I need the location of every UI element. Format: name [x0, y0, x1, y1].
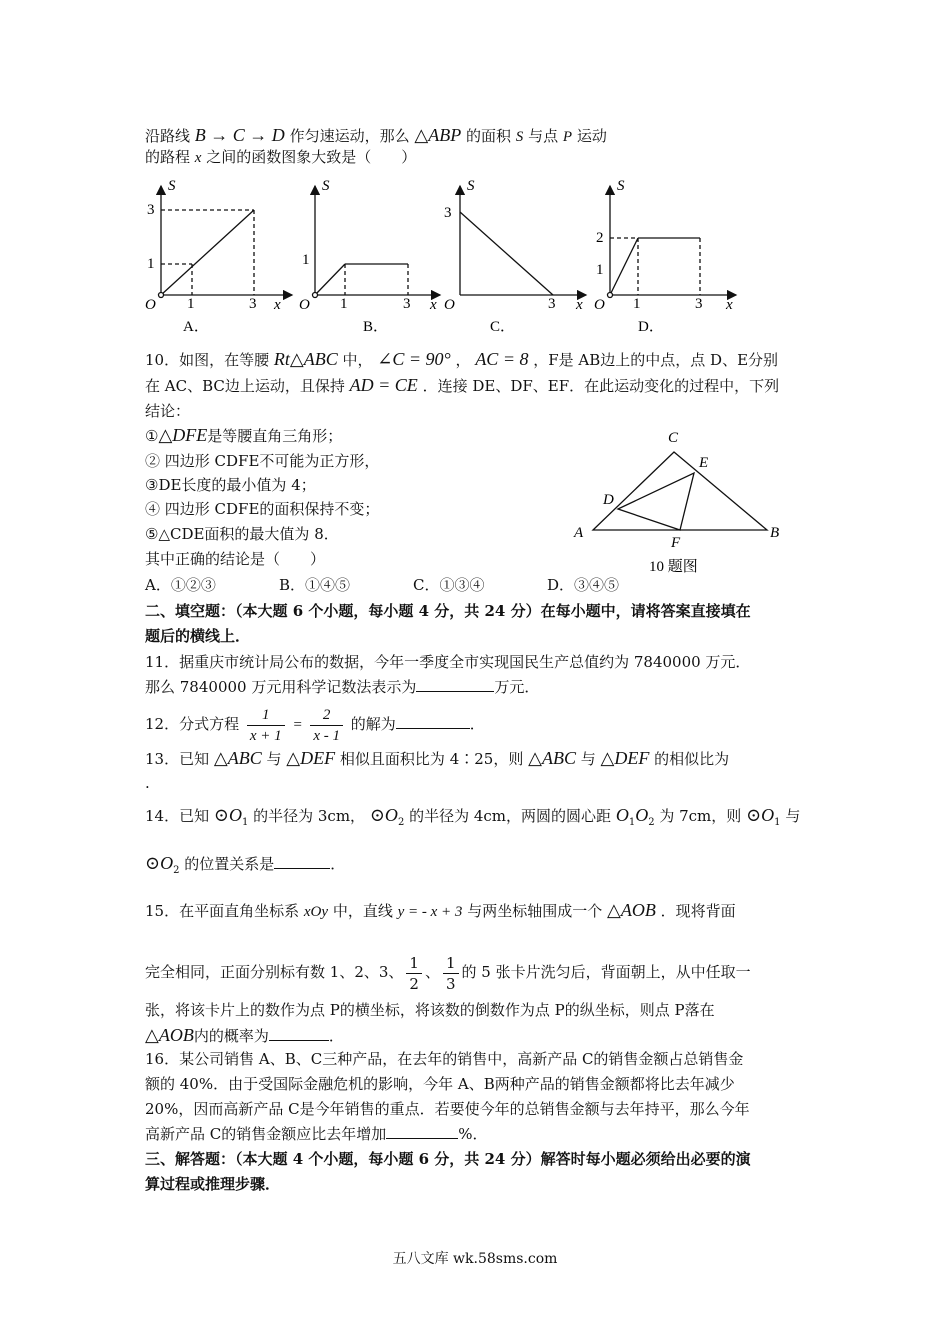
graph-d-xtick: 3 — [695, 296, 703, 312]
graph-a-ytick: 1 — [147, 256, 155, 272]
answer-blank[interactable] — [396, 713, 470, 729]
section3-line1: 三、解答题：（本大题 4 个小题，每小题 6 分，共 24 分）解答时每小题必须给出必要的演 — [145, 1150, 751, 1168]
text: 那么 7840000 万元用科学记数法表示为 — [145, 678, 417, 696]
graph-c-ytick: 3 — [444, 205, 452, 221]
equals-sign: = — [292, 717, 303, 733]
label-c: C — [668, 430, 679, 446]
answer-blank[interactable] — [416, 676, 494, 692]
line-equation: y = - x + 3 — [397, 904, 463, 920]
path-label: B → C → D — [194, 125, 285, 145]
text: 相似且面积比为 4∶25，则 — [339, 750, 524, 768]
q14-line2 — [145, 852, 345, 882]
var-s: S — [515, 129, 524, 145]
text: ． — [330, 855, 346, 873]
text: 中， — [342, 351, 373, 369]
circle-label: ⊙O — [213, 805, 242, 825]
circle-label: ⊙O — [746, 805, 775, 825]
q15-line3: 张，将该卡片上的数作为点 P的横坐标，将该数的倒数作为点 P的纵坐标，则点 P落在 — [145, 1001, 715, 1019]
q10-figure — [560, 424, 820, 584]
text: 13．已知 — [145, 750, 210, 768]
text: ， — [455, 351, 471, 369]
equation: AD = CE — [349, 375, 418, 395]
triangle-label: △ABC — [213, 748, 262, 768]
subscript: 2 — [397, 817, 405, 828]
denominator: 3 — [445, 974, 456, 993]
figure-caption: 10 题图 — [649, 559, 698, 575]
text: 作匀速运动，那么 — [289, 127, 410, 145]
q9-graphs — [0, 168, 950, 338]
answer-blank[interactable] — [386, 1123, 458, 1139]
graph-a-xtick: 1 — [187, 296, 195, 312]
graph-d-xaxis: x — [726, 297, 733, 313]
subscript: 2 — [648, 817, 655, 828]
text: 万元． — [494, 678, 540, 696]
q12-line — [145, 700, 485, 749]
answer-blank[interactable] — [274, 853, 330, 869]
subscript: 1 — [241, 817, 249, 828]
text: ，F是 AB边上的中点，点 D、E分别 — [533, 351, 779, 369]
center-label: O — [615, 805, 629, 825]
graph-c-xaxis: x — [576, 297, 583, 313]
text: 的半径为 4cm，两圆的圆心距 — [409, 807, 612, 825]
text: %． — [458, 1125, 488, 1143]
option-c-label: C． — [490, 319, 516, 335]
triangle-label: △ABC — [528, 748, 576, 768]
var-x: x — [194, 150, 202, 166]
text: 与 — [266, 750, 282, 768]
graph-d-ytick: 2 — [596, 230, 604, 246]
option-c: C．①③④ — [413, 576, 485, 594]
graph-a-ytick: 3 — [147, 202, 155, 218]
q15-line1 — [145, 899, 736, 923]
text: 完全相同，正面分别标有数 1、2、3、 — [145, 963, 404, 981]
text: 内的概率为 — [193, 1027, 269, 1045]
q15-line2 — [145, 948, 751, 996]
label-e: E — [699, 455, 709, 471]
text: ．现将背面 — [660, 902, 736, 920]
ac-label: AC = 8 — [475, 349, 529, 369]
graph-d-ytick: 1 — [596, 262, 604, 278]
graph-a-origin: O — [145, 297, 156, 313]
graph-d-origin: O — [594, 297, 605, 313]
text: 的位置关系是 — [184, 855, 275, 873]
graph-c-yaxis: S — [467, 178, 475, 194]
text: ① — [145, 427, 159, 445]
q16-line2: 额的 40%．由于受国际金融危机的影响，今年 A、B两种产品的销售金额都将比去年减少 — [145, 1075, 735, 1093]
text: 、 — [424, 963, 440, 981]
text: 与两坐标轴围成一个 — [467, 902, 603, 920]
triangle-label: △DEF — [286, 748, 336, 768]
graph-b-xaxis: x — [430, 297, 437, 313]
numerator: 1 — [443, 953, 459, 974]
graph-a-yaxis: S — [168, 178, 176, 194]
text: 的解为 — [350, 715, 396, 733]
graph-d-yaxis: S — [617, 178, 625, 194]
triangle-label: Rt△ABC — [273, 349, 338, 369]
q10-line2 — [145, 374, 779, 397]
graph-b-xtick: 1 — [340, 296, 348, 312]
label-b: B — [770, 525, 780, 541]
graph-c-xtick: 3 — [548, 296, 556, 312]
fraction — [406, 953, 422, 994]
triangle-def — [618, 473, 694, 530]
q10-conclusion-4: ④ 四边形 CDFE的面积保持不变； — [145, 500, 380, 518]
label-d: D — [603, 492, 614, 508]
text: 沿路线 — [145, 127, 191, 145]
coordinate-system: xOy — [303, 904, 329, 920]
fraction — [247, 705, 285, 746]
text: ．连接 DE、DF、EF．在此运动变化的过程中，下列 — [422, 377, 780, 395]
footer: 五八文库 wk.58sms.com — [392, 1251, 558, 1267]
text: 在 AC、BC边上运动，且保持 — [145, 377, 345, 395]
text: 与点 — [528, 127, 559, 145]
graph-c — [460, 186, 586, 295]
section2-line1: 二、填空题：（本大题 6 个小题，每小题 4 分，共 24 分）在每小题中，请将答案直接填在 — [145, 602, 751, 620]
text: ． — [469, 715, 485, 733]
denominator: x + 1 — [249, 727, 282, 744]
q10-options — [145, 574, 619, 596]
numerator: 1 — [247, 705, 285, 726]
triangle-label: △AOB — [607, 900, 656, 920]
graph-a-xaxis: x — [274, 297, 281, 313]
q13-line2: . — [145, 774, 150, 792]
q10-conclusion-3: ③DE长度的最小值为 4； — [145, 476, 316, 494]
triangle-label: △ABP — [414, 125, 462, 145]
text: 的路程 — [145, 148, 191, 166]
circle-label: ⊙O — [145, 853, 174, 873]
q10-ask: 其中正确的结论是（ ） — [145, 550, 326, 568]
triangle-label: △DFE — [158, 425, 208, 445]
q13-line1 — [145, 747, 729, 770]
q11-line1: 11．据重庆市统计局公布的数据，今年一季度全市实现国民生产总值约为 7840000 万元． — [145, 653, 751, 671]
q16-line3: 20%，因而高新产品 C是今年销售的重点．若要使今年的总销售金额与去年持平，那么今年 — [145, 1100, 750, 1118]
section3-line2: 算过程或推理步骤． — [145, 1175, 281, 1193]
triangle-label: △DEF — [600, 748, 650, 768]
graph-d-xtick: 1 — [633, 296, 641, 312]
q16-line1: 16．某公司销售 A、B、C三种产品，在去年的销售中，高新产品 C的销售金额占总销售金 — [145, 1050, 744, 1068]
text: 12．分式方程 — [145, 715, 240, 733]
text: 是等腰直角三角形； — [207, 427, 343, 445]
graph-b — [313, 186, 441, 298]
label-a: A — [574, 525, 584, 541]
q11-line2 — [145, 676, 539, 698]
triangle-label: △AOB — [145, 1025, 194, 1045]
text: 中，直线 — [332, 902, 393, 920]
section2-line2: 题后的横线上． — [145, 627, 251, 645]
subscript: 2 — [173, 865, 180, 876]
numerator: 1 — [406, 953, 422, 974]
graph-b-yaxis: S — [322, 178, 330, 194]
graph-b-ytick: 1 — [302, 252, 310, 268]
subscript: 1 — [628, 817, 636, 828]
q10-conclusion-5: ⑤△CDE面积的最大值为 8． — [145, 525, 339, 543]
graph-a-xtick: 3 — [249, 296, 257, 312]
text: 之间的函数图象大致是（ ） — [206, 148, 417, 166]
angle-label: ∠C = 90° — [377, 349, 451, 369]
text: 的相似比为 — [654, 750, 730, 768]
q10-line1 — [145, 348, 778, 371]
option-d-label: D． — [638, 319, 664, 335]
text: 14．已知 — [145, 807, 210, 825]
text: 的面积 — [465, 127, 511, 145]
option-a: A．①②③ — [145, 576, 216, 594]
denominator: x - 1 — [313, 727, 340, 744]
q14-line1 — [145, 804, 800, 834]
text: 高新产品 C的销售金额应比去年增加 — [145, 1125, 387, 1143]
var-p: P — [562, 129, 573, 145]
text: 与 — [785, 807, 801, 825]
triangle-abc — [593, 452, 767, 530]
q10-conclusion-2: ② 四边形 CDFE不可能为正方形， — [145, 452, 380, 470]
label-f: F — [671, 535, 681, 551]
graph-d — [608, 186, 737, 298]
answer-blank[interactable] — [269, 1025, 329, 1041]
q10-conclusion-1 — [145, 424, 342, 447]
option-d: D．③④⑤ — [547, 576, 620, 594]
option-b-label: B． — [363, 319, 389, 335]
fraction — [310, 705, 343, 746]
text: 运动 — [576, 127, 607, 145]
text: 为 7cm，则 — [659, 807, 742, 825]
text: 的半径为 3cm， — [253, 807, 366, 825]
text: 15．在平面直角坐标系 — [145, 902, 300, 920]
circle-label: ⊙O — [369, 805, 398, 825]
text: ． — [328, 1027, 344, 1045]
option-a-label: A． — [183, 319, 209, 335]
numerator: 2 — [310, 705, 343, 726]
graph-b-origin: O — [299, 297, 310, 313]
option-b: B．①④⑤ — [279, 576, 351, 594]
subscript: 1 — [774, 817, 781, 828]
text: 与 — [580, 750, 596, 768]
text: 的 5 张卡片洗匀后，背面朝上，从中任取一 — [461, 963, 751, 981]
q16-line4 — [145, 1123, 488, 1145]
center-label: O — [635, 805, 649, 825]
q9-line1 — [145, 124, 607, 148]
graph-b-xtick: 3 — [403, 296, 411, 312]
q9-line2 — [145, 146, 416, 169]
q10-line3: 结论： — [145, 402, 191, 420]
denominator: 2 — [409, 974, 419, 993]
graph-c-origin: O — [444, 297, 455, 313]
graph-a — [159, 186, 293, 298]
text: 10．如图，在等腰 — [145, 351, 270, 369]
fraction — [443, 953, 459, 994]
q15-line4 — [145, 1024, 344, 1047]
